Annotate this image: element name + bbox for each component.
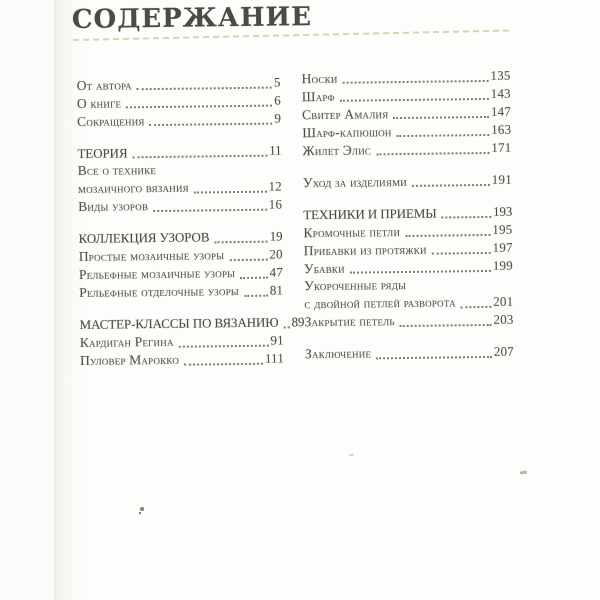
toc-entry <box>80 349 284 369</box>
toc-entry-label: От автора <box>76 76 132 93</box>
leader-dots <box>376 355 492 358</box>
toc-entry-label: Прибавки из протяжки <box>303 241 427 258</box>
toc-entry-label: КОЛЛЕКЦИЯ УЗОРОВ <box>78 229 210 246</box>
toc-entry-label: ТЕОРИЯ <box>77 144 128 161</box>
toc-entry <box>305 342 514 363</box>
leader-dots <box>461 305 491 307</box>
toc-entry-label: Простые мозаичные узоры <box>78 247 225 264</box>
leader-dots <box>240 276 267 278</box>
toc-entry-label: Рельефные мозаичные узоры <box>78 265 236 282</box>
toc-entry-page: 20 <box>269 245 283 262</box>
leader-dots <box>393 116 489 119</box>
toc-entry-label: Рельефные отделочные узоры <box>79 283 239 300</box>
leader-dots <box>137 87 272 91</box>
leader-dots <box>405 234 490 237</box>
toc-entry-page: 147 <box>490 103 512 119</box>
toc-entry-label: мозаичного вязания <box>77 179 189 196</box>
toc-column-left <box>76 73 305 383</box>
toc-group <box>303 203 514 331</box>
leader-dots <box>284 326 290 328</box>
toc-entry-label: О книге <box>76 94 122 111</box>
leader-dots <box>153 208 267 211</box>
toc-column-right <box>301 67 514 377</box>
toc-entry-label: Кардиган Регина <box>79 333 174 350</box>
toc-entry-page: 9 <box>274 110 282 126</box>
leader-dots <box>350 270 491 274</box>
leader-dots <box>244 294 268 296</box>
toc-entry-label: Заключение <box>304 345 372 362</box>
book-page <box>54 0 600 600</box>
toc-entry-label: ТЕХНИКИ И ПРИЕМЫ <box>303 205 437 222</box>
toc-group <box>77 141 282 215</box>
toc-entry-label: МАСТЕР-КЛАССЫ ПО ВЯЗАНИЮ <box>79 314 279 332</box>
page-content <box>55 0 600 600</box>
toc-entry-page: 207 <box>493 343 515 359</box>
leader-dots <box>397 134 490 137</box>
toc-entry-page: 111 <box>264 349 285 366</box>
toc-entry-page: 143 <box>490 85 511 101</box>
leader-dots <box>214 240 267 243</box>
leader-dots <box>343 80 489 84</box>
toc-group <box>305 342 514 363</box>
toc-entry-page: 163 <box>491 121 512 137</box>
toc-entry-label: Все о технике <box>77 162 157 178</box>
toc-group <box>301 67 511 160</box>
leader-dots <box>376 152 489 155</box>
toc-entry-page: 135 <box>490 67 511 83</box>
toc-entry-label: Укороченные ряды <box>304 276 407 294</box>
toc-entry-page: 11 <box>269 142 282 158</box>
toc-entry-label: Кромочные петли <box>303 223 401 240</box>
leader-dots <box>442 216 492 219</box>
toc-entry-page: 89 <box>291 313 305 329</box>
toc-entry-page: 197 <box>492 239 513 255</box>
toc-group <box>78 227 283 301</box>
leader-dots <box>126 105 272 109</box>
toc-entry-label: Шарф <box>301 88 335 104</box>
toc-entry <box>303 171 512 192</box>
toc-entry <box>77 109 281 129</box>
scan-speck <box>140 507 144 511</box>
toc-entry-label: Носки <box>301 70 338 86</box>
toc-entry-label: Жилет Элис <box>302 141 372 158</box>
toc-entry-page: 203 <box>493 311 514 327</box>
toc-entry-page: 91 <box>270 331 284 348</box>
toc-entry-page: 81 <box>269 281 284 298</box>
toc-entry-page: 193 <box>492 203 513 219</box>
leader-dots <box>179 344 269 347</box>
toc-entry-label: Убавки <box>303 260 345 276</box>
leader-dots <box>133 155 268 159</box>
leader-dots <box>400 323 492 326</box>
toc-entry-label: Свитер Амалия <box>301 105 389 122</box>
toc-entry-label: Закрытие петель <box>304 313 395 330</box>
toc-entry-label: Шарф-капюшон <box>302 123 392 140</box>
toc-entry-page: 5 <box>273 74 281 90</box>
leader-dots <box>432 252 491 255</box>
toc-entry <box>304 310 513 331</box>
toc-group <box>79 313 305 369</box>
toc-entry-page: 16 <box>268 195 283 212</box>
toc-group <box>77 73 282 129</box>
leader-dots <box>150 123 273 127</box>
toc-entry-page: 19 <box>269 227 283 244</box>
toc-entry <box>79 313 305 333</box>
toc-entry-page: 12 <box>268 177 283 194</box>
toc-entry-label: Пуловер Марокко <box>79 351 180 368</box>
toc-entry-label: Сокращения <box>77 112 145 129</box>
toc-entry-label: Виды узоров <box>78 198 149 214</box>
leader-dots <box>194 190 267 193</box>
toc-entry-label: Уход за изделиями <box>302 173 408 190</box>
toc-entry <box>302 139 511 160</box>
leader-dots <box>340 98 489 102</box>
page-title: СОДЕРЖАНИЕ <box>71 2 313 36</box>
toc-group <box>303 171 512 192</box>
leader-dots <box>229 258 267 260</box>
leader-dots <box>184 362 263 365</box>
toc-entry-page: 6 <box>274 92 281 108</box>
toc-entry-page: 47 <box>269 263 284 280</box>
toc-entry <box>78 195 282 215</box>
toc-entry-page: 195 <box>492 221 513 237</box>
toc-entry-page: 191 <box>491 171 512 187</box>
leader-dots <box>412 184 490 187</box>
toc-entry-label: с двойной петлей разворота <box>304 294 456 312</box>
toc-entry-page: 171 <box>491 139 512 155</box>
toc-entry-page: 199 <box>492 257 513 273</box>
toc-entry-page: 201 <box>493 293 514 309</box>
toc-entry <box>79 281 283 301</box>
